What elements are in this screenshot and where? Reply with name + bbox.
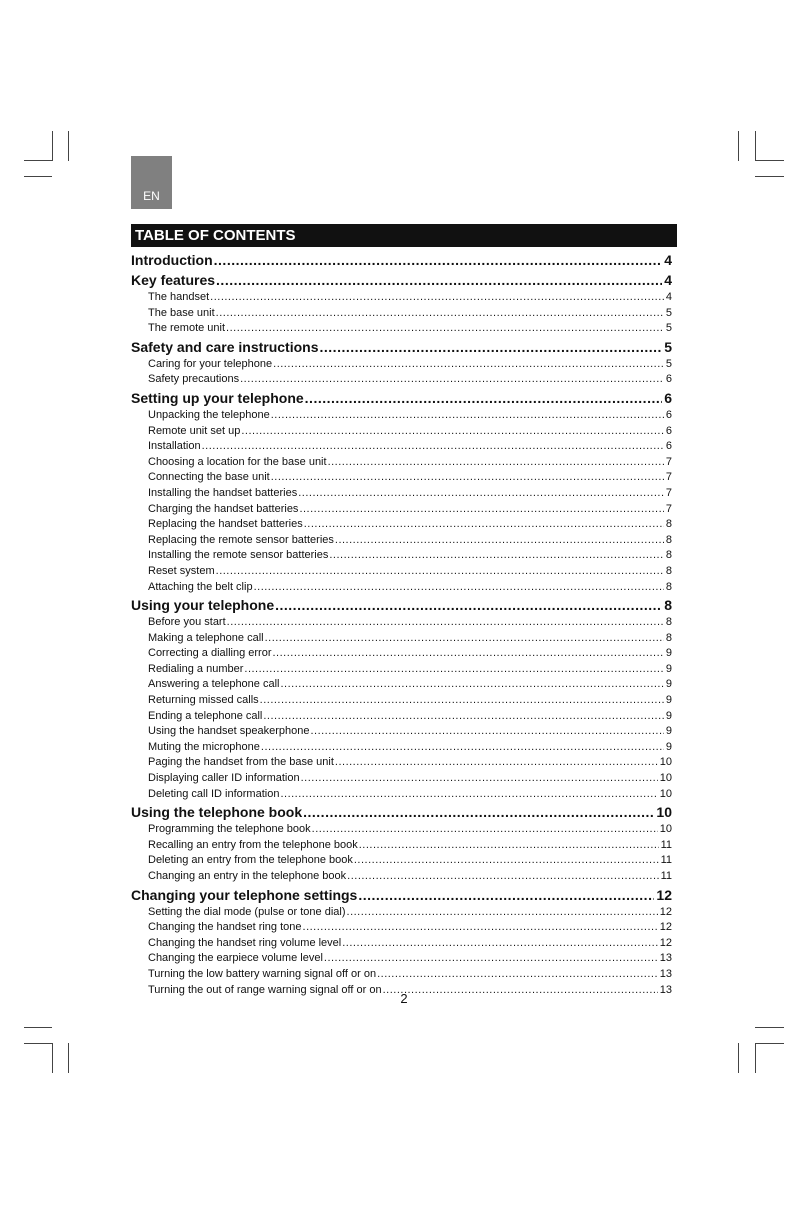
toc-section-entry[interactable]: [131, 337, 672, 357]
crop-mark-bottom-left-v2: [68, 1043, 69, 1073]
toc-subentry[interactable]: [131, 470, 672, 486]
toc-entry-page: 13: [659, 967, 672, 980]
language-tab-label: EN: [143, 189, 160, 203]
toc-entry-page: 5: [665, 306, 672, 319]
toc-entry-title: Correcting a dialling error: [148, 647, 272, 660]
toc-entry-title: Connecting the base unit: [148, 471, 270, 484]
toc-subentry[interactable]: [131, 936, 672, 952]
toc-entry-page: 12: [659, 921, 672, 934]
toc-subentry[interactable]: [131, 580, 672, 596]
toc-entry-page: 5: [664, 338, 672, 355]
toc-entry-title: The remote unit: [148, 322, 226, 335]
crop-mark-top-right-v2: [755, 131, 756, 161]
toc-entry-page: 7: [665, 486, 672, 499]
toc-entry-title: Deleting call ID information: [148, 787, 280, 800]
toc-entry-title: Redialing a number: [148, 662, 244, 675]
toc-entry-title: Making a telephone call: [148, 631, 264, 644]
toc-entry-title: Using the telephone book: [131, 804, 303, 821]
toc-entry-title: Charging the handset batteries: [148, 502, 299, 515]
toc-subentry[interactable]: [131, 967, 672, 983]
toc-section-entry[interactable]: [131, 270, 672, 290]
toc-entry-page: 10: [659, 756, 672, 769]
toc-entry-page: 9: [665, 725, 672, 738]
toc-entry-page: 10: [659, 823, 672, 836]
toc-dot-leader: [299, 502, 663, 518]
toc-subentry[interactable]: [131, 548, 672, 564]
toc-dot-leader: [329, 548, 664, 564]
toc-subentry[interactable]: [131, 321, 672, 337]
toc-entry-page: 11: [660, 854, 672, 867]
toc-entry-page: 6: [665, 408, 672, 421]
toc-subentry[interactable]: [131, 424, 672, 440]
toc-subentry[interactable]: [131, 662, 672, 678]
toc-entry-page: 6: [665, 373, 672, 386]
toc-entry-page: 4: [664, 252, 672, 268]
toc-entry-page: 10: [659, 787, 672, 800]
toc-entry-title: Unpacking the telephone: [148, 408, 270, 421]
toc-entry-title: Before you start: [148, 616, 226, 629]
toc-dot-leader: [347, 869, 658, 885]
toc-entry-title: Choosing a location for the base unit: [148, 455, 327, 468]
crop-mark-bottom-left-h: [24, 1027, 52, 1028]
toc-dot-leader: [358, 885, 654, 905]
toc-dot-leader: [273, 357, 664, 373]
toc-subentry[interactable]: [131, 771, 672, 787]
toc-entry-title: Caring for your telephone: [148, 357, 273, 370]
toc-subentry[interactable]: [131, 905, 672, 921]
toc-entry-title: Using the handset speakerphone: [148, 725, 310, 738]
toc-entry-title: Programming the telephone book: [148, 823, 311, 836]
toc-dot-leader: [244, 662, 663, 678]
toc-dot-leader: [275, 595, 662, 615]
toc-entry-page: 7: [665, 471, 672, 484]
toc-entry-title: Returning missed calls: [148, 694, 259, 707]
toc-entry-title: Turning the out of range warning signal off or on: [148, 983, 382, 996]
toc-entry-title: Turning the low battery warning signal off or on: [148, 967, 377, 980]
toc-entry-title: Safety precautions: [148, 373, 240, 386]
toc-section-entry[interactable]: [131, 388, 672, 408]
toc-entry-title: Remote unit set up: [148, 424, 241, 437]
toc-subentry[interactable]: [131, 646, 672, 662]
toc-dot-leader: [328, 455, 664, 471]
toc-dot-leader: [216, 306, 664, 322]
crop-mark-bottom-right-v1: [738, 1043, 739, 1073]
toc-subentry[interactable]: [131, 724, 672, 740]
toc-entry-title: Replacing the remote sensor batteries: [148, 533, 334, 546]
toc-entry-page: 11: [660, 870, 672, 882]
toc-entry-page: 8: [665, 580, 672, 593]
toc-dot-leader: [312, 822, 658, 838]
toc-subentry[interactable]: [131, 951, 672, 967]
toc-entry-page: 10: [659, 772, 672, 785]
toc-entry-page: 8: [665, 564, 672, 577]
toc-subentry[interactable]: [131, 677, 672, 693]
toc-dot-leader: [304, 517, 664, 533]
crop-mark-top-right-h: [755, 160, 784, 161]
toc-dot-leader: [324, 951, 658, 967]
toc-dot-leader: [359, 838, 659, 854]
toc-subentry[interactable]: [131, 439, 672, 455]
toc-entry-title: Installation: [148, 440, 201, 453]
toc-entry-page: 8: [665, 533, 672, 546]
toc-subentry[interactable]: [131, 372, 672, 388]
toc-dot-leader: [335, 755, 658, 771]
toc-dot-leader: [347, 905, 658, 921]
toc-dot-leader: [305, 388, 663, 408]
toc-dot-leader: [273, 646, 664, 662]
toc-entry-page: 9: [665, 709, 672, 722]
toc-entry-page: 4: [665, 291, 672, 303]
toc-entry-title: Setting the dial mode (pulse or tone dial): [148, 905, 346, 918]
toc-section-entry[interactable]: [131, 595, 672, 615]
toc-header: TABLE OF CONTENTS: [131, 224, 677, 247]
toc-subentry[interactable]: [131, 740, 672, 756]
toc-subentry[interactable]: [131, 920, 672, 936]
toc-entry-title: Muting the microphone: [148, 740, 260, 753]
toc-subentry[interactable]: [131, 787, 672, 803]
toc-dot-leader: [241, 424, 664, 440]
page-number: 2: [400, 991, 408, 1006]
toc-entry-title: Attaching the belt clip: [148, 580, 253, 593]
toc-entry-page: 6: [665, 440, 672, 453]
toc-subentry[interactable]: [131, 533, 672, 549]
toc-entry-title: Changing an entry in the telephone book: [148, 870, 347, 882]
crop-mark-top-right-v1: [738, 131, 739, 161]
toc-entry-page: 9: [665, 694, 672, 707]
toc-subentry[interactable]: [131, 517, 672, 533]
toc-entry-page: 9: [665, 662, 672, 675]
crop-mark-top-left-v2: [68, 131, 69, 161]
toc-entry-title: Ending a telephone call: [148, 709, 263, 722]
toc-subentry[interactable]: [131, 455, 672, 471]
toc-dot-leader: [303, 920, 658, 936]
toc-entry-page: 6: [665, 424, 672, 437]
toc-subentry[interactable]: [131, 357, 672, 373]
toc-subentry[interactable]: [131, 631, 672, 647]
toc-dot-leader: [227, 615, 664, 631]
toc-entry-page: 7: [665, 455, 672, 468]
toc-dot-leader: [280, 677, 663, 693]
toc-entry-title: Changing the handset ring tone: [148, 921, 302, 934]
toc-entry-title: The base unit: [148, 306, 215, 319]
crop-mark-bottom-left-h2: [24, 1043, 52, 1044]
toc-entry-page: 10: [656, 804, 672, 821]
toc-subentry[interactable]: [131, 502, 672, 518]
toc-entry-page: 12: [659, 936, 672, 949]
toc-entry-title: Changing the handset ring volume level: [148, 936, 342, 949]
toc-dot-leader: [263, 709, 664, 725]
toc-subentry[interactable]: [131, 869, 672, 885]
toc-entry-page: 7: [665, 502, 672, 515]
toc-dot-leader: [214, 250, 663, 270]
toc-entry-page: 8: [665, 616, 672, 629]
toc-entry-page: 5: [665, 357, 672, 370]
toc-section-entry[interactable]: [131, 802, 672, 822]
toc-dot-leader: [280, 787, 657, 803]
toc-dot-leader: [210, 290, 664, 306]
toc-entry-page: 9: [665, 740, 672, 753]
toc-entry-page: 12: [659, 905, 672, 918]
toc-entry-title: Displaying caller ID information: [148, 772, 300, 785]
crop-mark-bottom-right-h2: [755, 1043, 784, 1044]
toc-dot-leader: [265, 631, 664, 647]
toc-dot-leader: [202, 439, 664, 455]
toc-subentry[interactable]: [131, 693, 672, 709]
toc-entry-title: Safety and care instructions: [131, 338, 319, 355]
crop-mark-top-left-v1: [52, 131, 53, 161]
crop-mark-bottom-right-h: [755, 1027, 784, 1028]
toc-dot-leader: [310, 724, 663, 740]
toc-dot-leader: [271, 470, 664, 486]
toc-dot-leader: [303, 802, 654, 822]
toc-section-entry[interactable]: [131, 250, 672, 270]
toc-entry-title: Paging the handset from the base unit: [148, 756, 334, 769]
toc-entry-title: Introduction: [131, 252, 213, 268]
toc-subentry[interactable]: [131, 709, 672, 725]
toc-entry-page: 8: [665, 549, 672, 562]
toc-dot-leader: [226, 321, 664, 337]
toc-entry-page: 4: [664, 272, 672, 288]
toc-entry-title: Key features: [131, 272, 216, 288]
crop-mark-top-left-h2: [24, 176, 52, 177]
toc-subentry[interactable]: [131, 755, 672, 771]
toc-subentry[interactable]: [131, 564, 672, 580]
toc-subentry[interactable]: [131, 822, 672, 838]
toc-dot-leader: [354, 853, 659, 869]
toc-entry-page: 11: [660, 838, 672, 851]
crop-mark-bottom-left-v1: [52, 1043, 53, 1073]
toc-entry-title: Reset system: [148, 564, 215, 577]
toc-dot-leader: [271, 408, 664, 424]
toc-dot-leader: [254, 580, 664, 596]
toc-section-entry[interactable]: [131, 885, 672, 905]
toc-subentry[interactable]: [131, 486, 672, 502]
toc-entry-page: 9: [665, 647, 672, 660]
language-tab: [131, 156, 172, 209]
toc-subentry[interactable]: [131, 615, 672, 631]
toc-entry-page: 5: [665, 322, 672, 335]
toc-dot-leader: [335, 533, 664, 549]
toc-entry-title: Answering a telephone call: [148, 678, 280, 691]
toc-dot-leader: [377, 967, 658, 983]
toc-entry-title: Installing the handset batteries: [148, 486, 298, 499]
toc-subentry[interactable]: [131, 306, 672, 322]
table-of-contents: [131, 250, 672, 998]
toc-dot-leader: [216, 270, 662, 290]
toc-entry-title: Using your telephone: [131, 597, 275, 614]
toc-dot-leader: [216, 564, 664, 580]
toc-subentry[interactable]: [131, 290, 672, 306]
toc-entry-title: Setting up your telephone: [131, 389, 304, 406]
toc-subentry[interactable]: [131, 853, 672, 869]
toc-entry-page: 8: [665, 631, 672, 644]
toc-entry-page: 13: [659, 983, 672, 996]
toc-dot-leader: [320, 337, 663, 357]
toc-entry-page: 13: [659, 952, 672, 965]
toc-entry-title: Replacing the handset batteries: [148, 518, 303, 531]
toc-dot-leader: [260, 693, 664, 709]
crop-mark-top-right-h2: [755, 176, 784, 177]
toc-entry-title: Recalling an entry from the telephone book: [148, 838, 358, 851]
toc-subentry[interactable]: [131, 408, 672, 424]
toc-entry-title: The handset: [148, 291, 210, 303]
crop-mark-bottom-right-v2: [755, 1043, 756, 1073]
toc-dot-leader: [342, 936, 658, 952]
toc-entry-title: Deleting an entry from the telephone book: [148, 854, 353, 867]
crop-mark-top-left-h: [24, 160, 52, 161]
toc-entry-page: 8: [665, 518, 672, 531]
toc-dot-leader: [301, 771, 658, 787]
toc-subentry[interactable]: [131, 838, 672, 854]
toc-entry-page: 9: [665, 678, 672, 691]
toc-entry-page: 8: [664, 597, 672, 614]
toc-entry-title: Changing your telephone settings: [131, 886, 358, 903]
toc-dot-leader: [261, 740, 664, 756]
toc-entry-title: Changing the earpiece volume level: [148, 952, 323, 965]
toc-entry-page: 12: [656, 886, 672, 903]
toc-entry-title: Installing the remote sensor batteries: [148, 549, 329, 562]
toc-entry-page: 6: [664, 389, 672, 406]
toc-dot-leader: [298, 486, 664, 502]
toc-dot-leader: [240, 372, 664, 388]
